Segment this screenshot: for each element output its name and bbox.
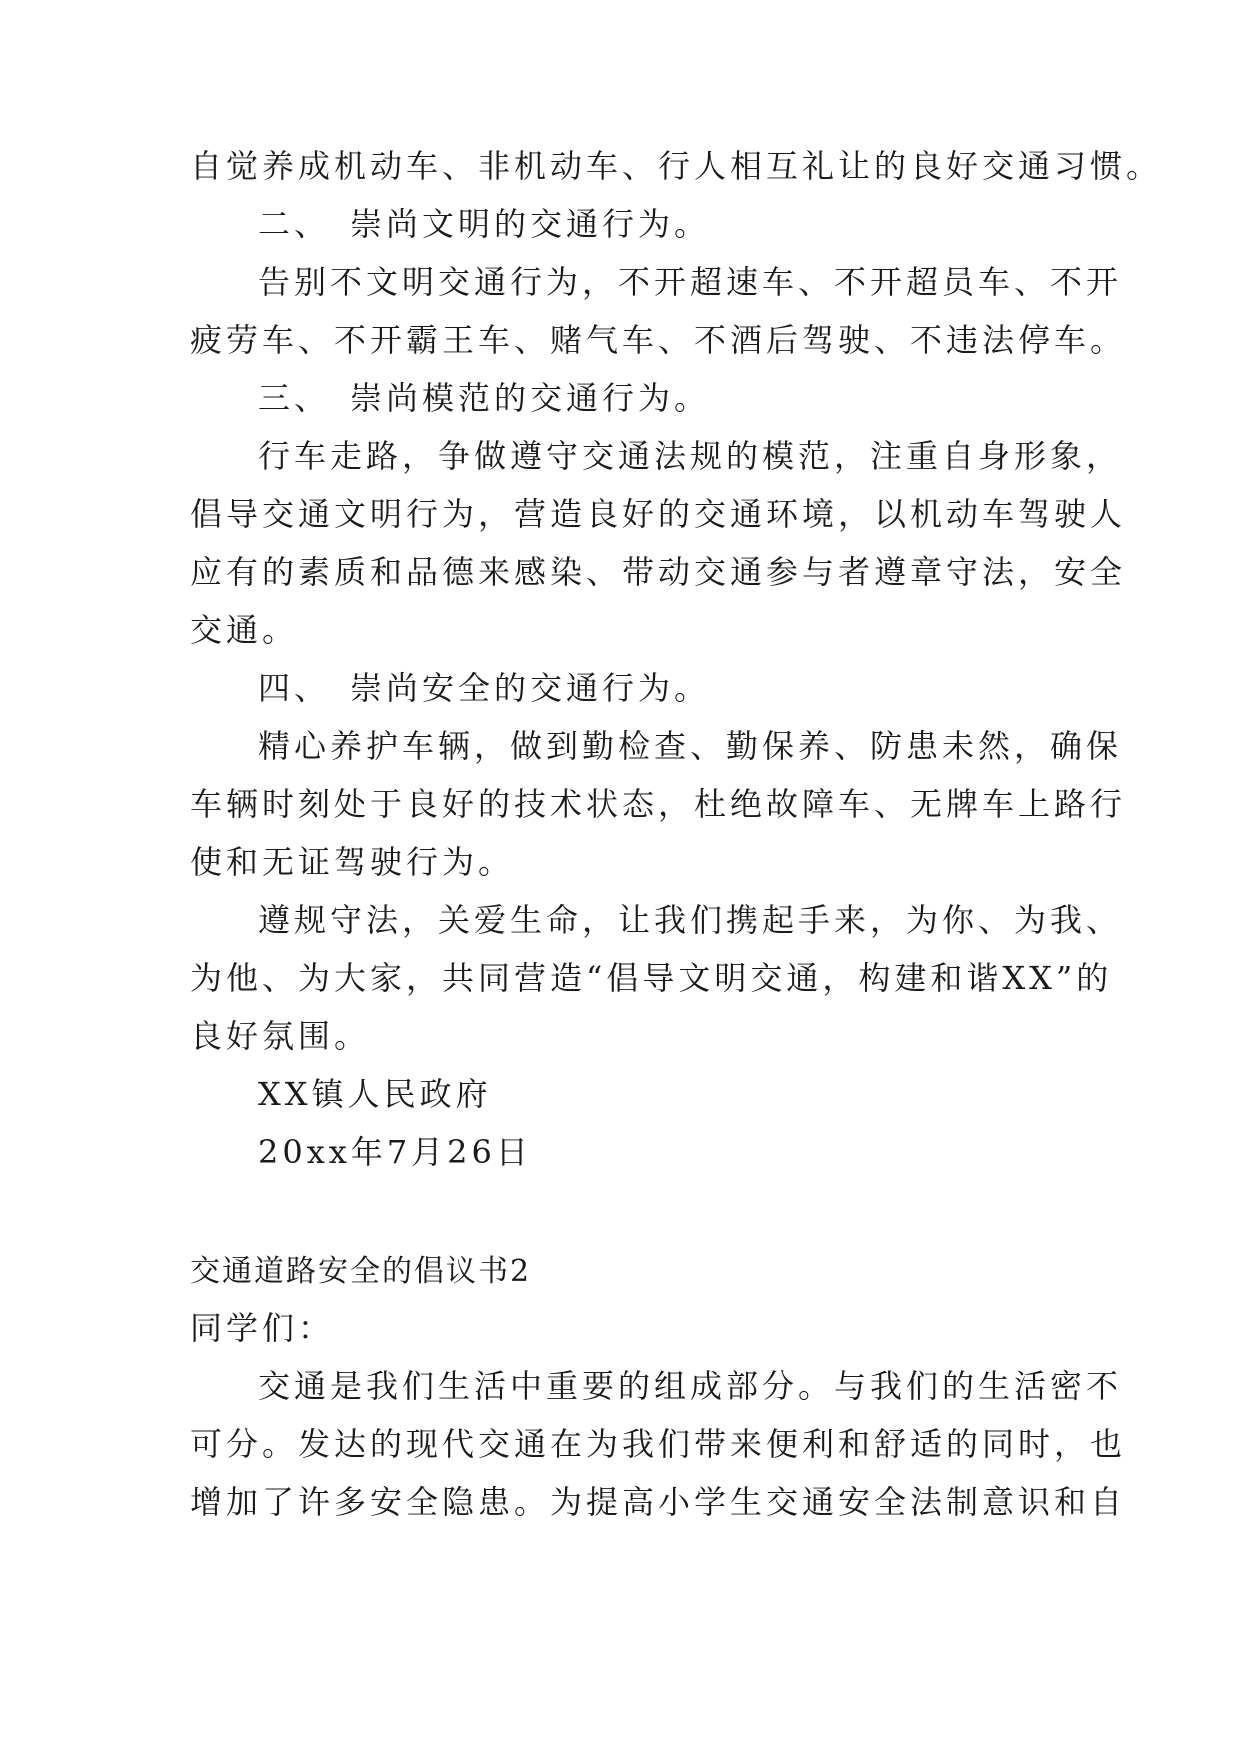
paragraph-line: 精心养护车辆，做到勤检查、勤保养、防患未然，确保 — [258, 727, 1123, 765]
heading-number: 四、 — [258, 669, 331, 707]
paragraph-line: 增加了许多安全隐患。为提高小学生交通安全法制意识和自 — [190, 1483, 1127, 1521]
paragraph-line: 交通是我们生活中重要的组成部分。与我们的生活密不 — [258, 1367, 1123, 1405]
heading-text: 崇尚文明的交通行为。 — [350, 205, 711, 243]
paragraph-line: 车辆时刻处于良好的技术状态，杜绝故障车、无牌车上路行 — [190, 785, 1127, 823]
paragraph-line: 使和无证驾驶行为。 — [190, 843, 515, 881]
paragraph-line: 自觉养成机动车、非机动车、行人相互礼让的良好交通习惯。 — [190, 147, 1163, 185]
signature-date: 20xx年7月26日 — [258, 1133, 532, 1171]
heading-text: 崇尚安全的交通行为。 — [350, 669, 711, 707]
section-heading-2 — [258, 204, 710, 244]
paragraph-line: 告别不文明交通行为，不开超速车、不开超员车、不开 — [258, 263, 1123, 301]
paragraph-line: 交通。 — [190, 611, 299, 649]
paragraph-line: 行车走路，争做遵守交通法规的模范，注重自身形象， — [258, 437, 1123, 475]
paragraph-line: 应有的素质和品德来感染、带动交通参与者遵章守法，安全 — [190, 553, 1127, 591]
section-heading-3 — [258, 378, 710, 418]
paragraph-line: 倡导交通文明行为，营造良好的交通环境，以机动车驾驶人 — [190, 495, 1127, 533]
heading-number: 三、 — [258, 379, 331, 417]
section-heading-4 — [258, 668, 710, 708]
section-title: 交通道路安全的倡议书2 — [190, 1254, 532, 1289]
salutation: 同学们： — [190, 1309, 335, 1347]
paragraph-line: 疲劳车、不开霸王车、赌气车、不酒后驾驶、不违法停车。 — [190, 321, 1127, 359]
heading-text: 崇尚模范的交通行为。 — [350, 379, 711, 417]
paragraph-line: 遵规守法，关爱生命，让我们携起手来，为你、为我、 — [258, 901, 1123, 939]
signature-org: XX镇人民政府 — [258, 1075, 492, 1113]
paragraph-line: 为他、为大家，共同营造“倡导文明交通，构建和谐XX”的 — [190, 959, 1113, 997]
paragraph-line: 良好氛围。 — [190, 1017, 371, 1055]
heading-number: 二、 — [258, 205, 331, 243]
paragraph-line: 可分。发达的现代交通在为我们带来便利和舒适的同时，也 — [190, 1425, 1127, 1463]
